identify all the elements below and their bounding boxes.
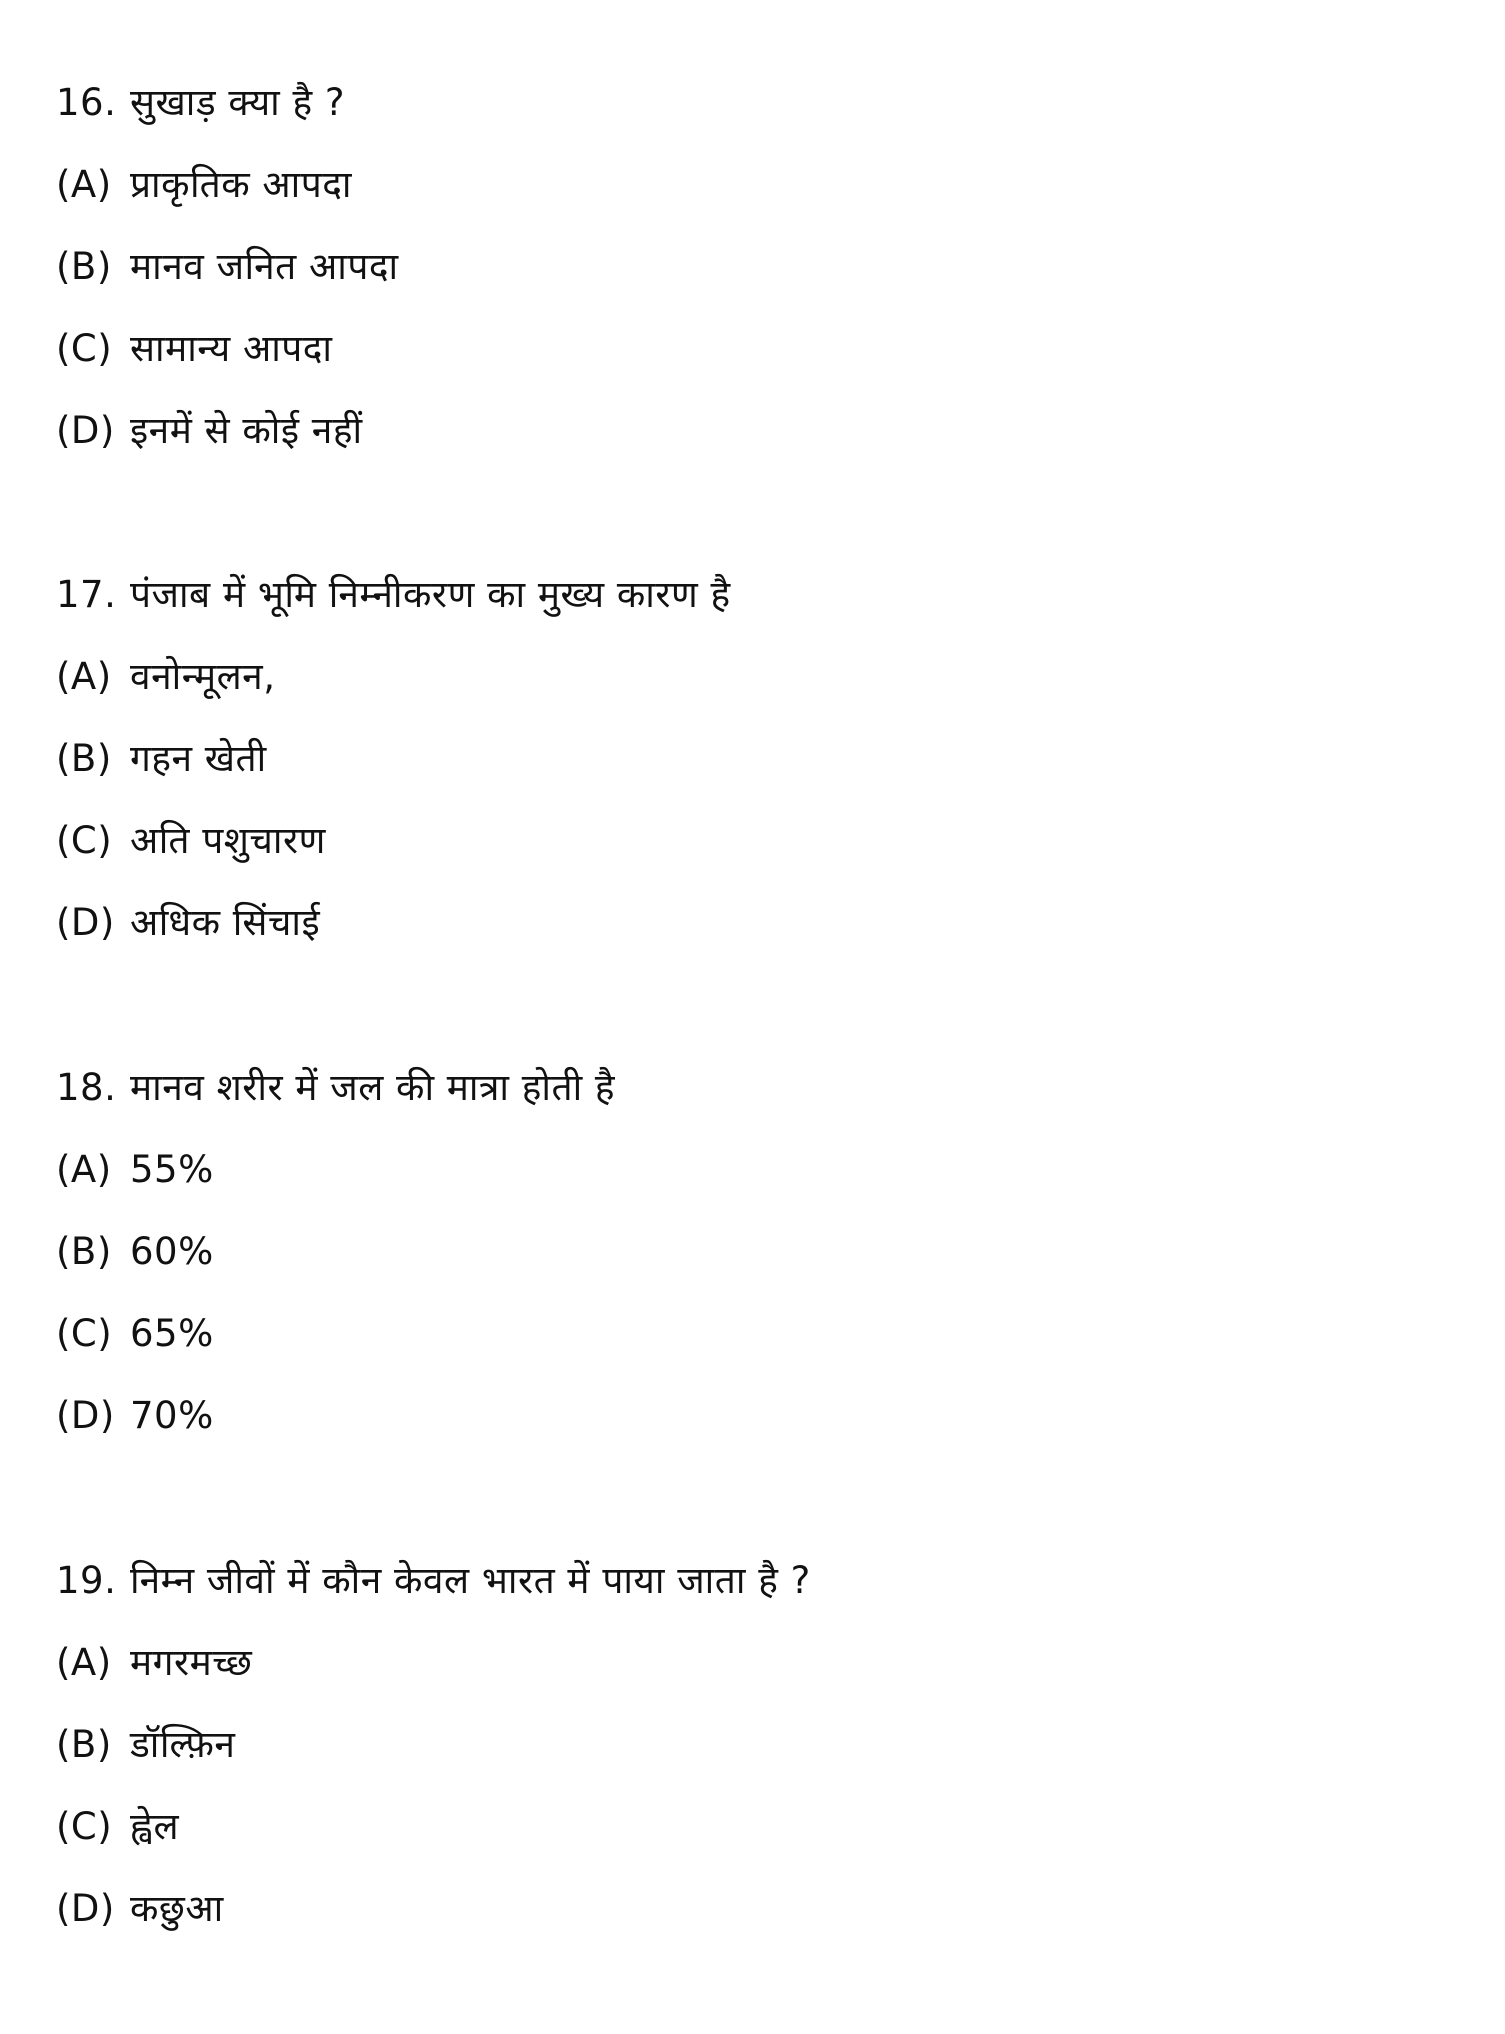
answer-option-c xyxy=(56,308,1436,390)
option-label: (B) xyxy=(56,1723,112,1766)
option-text: गहन खेती xyxy=(130,737,267,780)
option-label: (D) xyxy=(56,901,115,944)
question-text: सुखाड़ क्या है ? xyxy=(130,81,346,124)
question-16 xyxy=(56,62,1436,472)
answer-option-a xyxy=(56,1129,1436,1211)
answer-option-b xyxy=(56,1211,1436,1293)
answer-option-a xyxy=(56,1622,1436,1704)
option-label: (A) xyxy=(56,1148,112,1191)
option-label: (C) xyxy=(56,1312,113,1355)
answer-option-b xyxy=(56,1704,1436,1786)
option-label: (D) xyxy=(56,1887,115,1930)
option-label: (B) xyxy=(56,245,112,288)
option-text: कछुआ xyxy=(130,1887,224,1930)
option-text: 65% xyxy=(130,1312,214,1355)
option-label: (B) xyxy=(56,737,112,780)
answer-option-d xyxy=(56,882,1436,964)
option-label: (C) xyxy=(56,327,113,370)
question-stem xyxy=(56,62,1436,144)
option-text: ह्वेल xyxy=(130,1805,180,1848)
option-text: मानव जनित आपदा xyxy=(130,245,399,288)
option-text: 60% xyxy=(130,1230,214,1273)
option-text: अधिक सिंचाई xyxy=(130,901,321,944)
answer-option-c xyxy=(56,800,1436,882)
question-19 xyxy=(56,1540,1436,1950)
option-label: (D) xyxy=(56,409,115,452)
answer-option-d xyxy=(56,390,1436,472)
option-label: (A) xyxy=(56,163,112,206)
question-17 xyxy=(56,554,1436,964)
option-text: 55% xyxy=(130,1148,214,1191)
option-text: डॉल्फ़िन xyxy=(130,1723,236,1766)
question-stem xyxy=(56,1047,1436,1129)
question-number: 19. xyxy=(56,1559,117,1602)
question-18 xyxy=(56,1047,1436,1457)
question-number: 18. xyxy=(56,1066,117,1109)
answer-option-b xyxy=(56,718,1436,800)
question-number: 16. xyxy=(56,81,117,124)
option-label: (C) xyxy=(56,819,113,862)
question-stem xyxy=(56,554,1436,636)
option-label: (C) xyxy=(56,1805,113,1848)
option-label: (B) xyxy=(56,1230,112,1273)
answer-option-a xyxy=(56,636,1436,718)
question-text: पंजाब में भूमि निम्नीकरण का मुख्य कारण है xyxy=(130,573,731,616)
option-text: प्राकृतिक आपदा xyxy=(130,163,352,206)
option-label: (D) xyxy=(56,1394,115,1437)
option-text: वनोन्मूलन, xyxy=(130,655,276,698)
option-label: (A) xyxy=(56,1641,112,1684)
option-text: इनमें से कोई नहीं xyxy=(130,409,363,452)
answer-option-b xyxy=(56,226,1436,308)
question-number: 17. xyxy=(56,573,117,616)
answer-option-d xyxy=(56,1375,1436,1457)
answer-option-c xyxy=(56,1786,1436,1868)
option-text: सामान्य आपदा xyxy=(130,327,333,370)
question-text: मानव शरीर में जल की मात्रा होती है xyxy=(130,1066,616,1109)
option-text: अति पशुचारण xyxy=(130,819,326,862)
option-label: (A) xyxy=(56,655,112,698)
question-text: निम्न जीवों में कौन केवल भारत में पाया जाता है ? xyxy=(130,1559,811,1602)
option-text: 70% xyxy=(130,1394,214,1437)
answer-option-d xyxy=(56,1868,1436,1950)
question-stem xyxy=(56,1540,1436,1622)
option-text: मगरमच्छ xyxy=(130,1641,253,1684)
answer-option-c xyxy=(56,1293,1436,1375)
answer-option-a xyxy=(56,144,1436,226)
